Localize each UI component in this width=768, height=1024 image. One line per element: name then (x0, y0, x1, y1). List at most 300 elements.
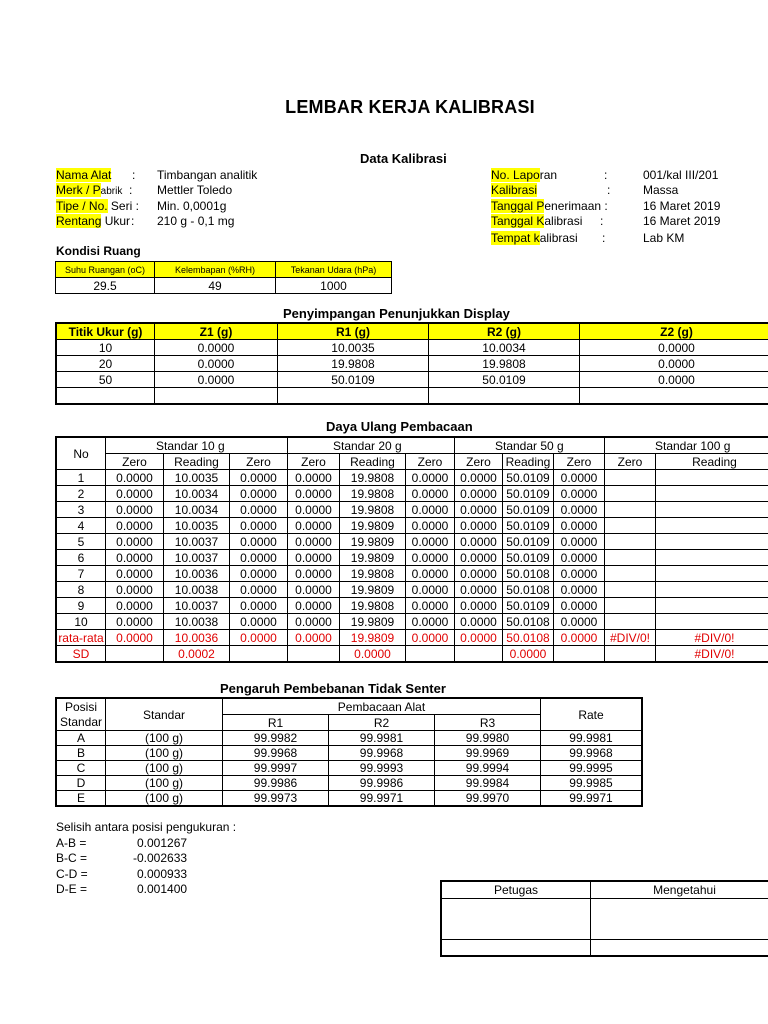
table-cell (230, 646, 288, 663)
table-cell: 0.0000 (106, 566, 164, 582)
mengetahui-name-cell (591, 940, 768, 957)
table-cell: 10.0036 (164, 566, 230, 582)
table-row (56, 278, 392, 294)
table-row (56, 598, 768, 614)
table-cell: 0.0000 (580, 372, 768, 388)
table-cell (605, 550, 656, 566)
info-colon: : (129, 183, 133, 197)
table-cell: 10.0034 (429, 340, 580, 356)
info-tgl-penerimaan (491, 199, 608, 213)
table-row (56, 470, 768, 486)
table-cell: 99.9971 (329, 791, 435, 807)
table-cell: 0.0000 (455, 598, 503, 614)
table-row (56, 566, 768, 582)
table-row (56, 746, 642, 761)
table-cell: 19.9808 (340, 486, 406, 502)
table-cell: 0.0000 (554, 550, 605, 566)
table-cell (656, 582, 768, 598)
table-cell: 0.0000 (554, 534, 605, 550)
table-cell (656, 614, 768, 630)
table-header: Zero (554, 454, 605, 470)
selisih-label: C-D = (56, 867, 88, 881)
selisih-label: A-B = (56, 836, 87, 850)
table-cell: 0.0000 (288, 470, 340, 486)
table-cell: 0.0000 (106, 630, 164, 646)
page-title: LEMBAR KERJA KALIBRASI (285, 97, 535, 117)
table-cell (554, 646, 605, 663)
info-nama-alat (56, 168, 111, 182)
selisih-label: D-E = (56, 882, 88, 896)
average-row (56, 630, 768, 646)
table-cell: 0.0000 (288, 598, 340, 614)
info-label: Tipe / No. (56, 199, 108, 213)
table-header: Reading (164, 454, 230, 470)
penyimpangan-heading: Penyimpangan Penunjukkan Display (283, 306, 510, 321)
info-no-laporan (491, 168, 557, 182)
info-label: Tanggal P (491, 199, 545, 213)
table-cell: 0.0000 (230, 598, 288, 614)
table-cell: 0.0000 (230, 534, 288, 550)
info-colon: : (604, 168, 608, 182)
table-header: Pembacaan Alat (223, 698, 541, 715)
table-header: Standar (106, 698, 223, 731)
table-cell (605, 614, 656, 630)
table-cell: 3 (56, 502, 106, 518)
table-cell: 99.9982 (223, 731, 329, 746)
info-kalibrasi (491, 183, 537, 197)
signature-space-row (441, 899, 768, 940)
table-cell: rata-rata (56, 630, 106, 646)
table-cell: 0.0000 (406, 518, 455, 534)
table-cell: (100 g) (106, 776, 223, 791)
table-row (56, 791, 642, 807)
table-header (56, 698, 106, 731)
table-cell (656, 598, 768, 614)
table-cell: 19.9809 (340, 518, 406, 534)
table-header: Standar 10 g (106, 437, 288, 454)
table-header-row (56, 437, 768, 454)
table-cell (605, 470, 656, 486)
table-cell: B (56, 746, 106, 761)
table-cell: 0.0000 (406, 582, 455, 598)
table-cell: 50.0108 (503, 582, 554, 598)
table-cell: 99.9971 (541, 791, 643, 807)
info-label: No. Lapo (491, 168, 540, 182)
table-header: Zero (455, 454, 503, 470)
table-header: No (56, 437, 106, 470)
table-cell: 50.0109 (503, 502, 554, 518)
table-cell: (100 g) (106, 746, 223, 761)
table-cell: #DIV/0! (605, 630, 656, 646)
table-cell (56, 388, 155, 405)
info-value: Massa (643, 183, 679, 197)
table-cell (605, 518, 656, 534)
table-cell: 50.0109 (503, 598, 554, 614)
info-tgl-kalibrasi (491, 214, 582, 228)
table-cell: 0.0000 (554, 582, 605, 598)
info-tipe (56, 199, 139, 213)
table-cell: 50 (56, 372, 155, 388)
table-cell: 0.0000 (554, 598, 605, 614)
table-header: Zero (230, 454, 288, 470)
info-label: Merk / P (56, 183, 101, 197)
table-row (56, 731, 642, 746)
selisih-heading: Selisih antara posisi pengukuran : (56, 820, 237, 834)
table-cell: 0.0000 (288, 550, 340, 566)
table-cell: 0.0000 (288, 534, 340, 550)
table-cell: 19.9809 (340, 534, 406, 550)
table-cell: 0.0000 (288, 630, 340, 646)
table-cell: 99.9968 (223, 746, 329, 761)
table-cell: E (56, 791, 106, 807)
table-cell: 19.9808 (340, 470, 406, 486)
table-cell: 19.9808 (340, 566, 406, 582)
table-header: R2 (g) (429, 323, 580, 340)
table-cell: 19.9809 (340, 582, 406, 598)
table-cell: 49 (155, 278, 276, 294)
info-label-rest: alibrasi (544, 214, 583, 228)
table-row (56, 614, 768, 630)
mengetahui-sign-cell (591, 899, 768, 940)
table-cell: 10.0035 (164, 470, 230, 486)
table-cell: 10.0038 (164, 614, 230, 630)
table-cell (605, 534, 656, 550)
table-cell: 0.0000 (406, 566, 455, 582)
table-cell: 0.0000 (230, 582, 288, 598)
table-cell: 0.0000 (106, 470, 164, 486)
info-value: Timbangan analitik (157, 168, 258, 182)
table-cell: 10 (56, 614, 106, 630)
table-cell: 0.0000 (106, 582, 164, 598)
table-cell: 0.0000 (554, 486, 605, 502)
table-cell: 20 (56, 356, 155, 372)
table-cell (656, 518, 768, 534)
table-cell: 0.0000 (406, 502, 455, 518)
table-cell: 0.0000 (455, 550, 503, 566)
table-cell: 0.0000 (580, 340, 768, 356)
selisih-label: B-C = (56, 851, 88, 865)
table-header: Tekanan Udara (hPa) (276, 262, 392, 278)
table-cell: 4 (56, 518, 106, 534)
info-value: 210 g - 0,1 mg (157, 214, 235, 228)
table-cell: 0.0000 (340, 646, 406, 663)
table-cell: 99.9969 (435, 746, 541, 761)
table-cell: 0.0000 (580, 356, 768, 372)
table-cell: 0.0000 (406, 486, 455, 502)
table-cell: 9 (56, 598, 106, 614)
table-cell (605, 582, 656, 598)
table-cell: 0.0000 (455, 502, 503, 518)
info-colon: : (600, 214, 604, 228)
table-header-row (56, 323, 768, 340)
kondisi-table (55, 261, 392, 294)
info-value: Min. 0,0001g (157, 199, 227, 213)
table-cell: 0.0000 (455, 566, 503, 582)
table-cell: 0.0000 (406, 470, 455, 486)
table-cell: 0.0000 (554, 614, 605, 630)
table-cell (605, 486, 656, 502)
table-cell: 99.9986 (223, 776, 329, 791)
table-header: R1 (g) (278, 323, 429, 340)
selisih-value: -0.002633 (133, 851, 188, 865)
table-cell: 0.0000 (106, 614, 164, 630)
table-cell: 0.0000 (106, 598, 164, 614)
table-cell: 0.0000 (455, 518, 503, 534)
pengaruh-table (55, 697, 643, 807)
table-cell: 0.0000 (406, 630, 455, 646)
table-row (56, 372, 768, 388)
info-label: Tempat k (491, 231, 540, 245)
info-value: 16 Maret 2019 (643, 214, 721, 228)
info-label: Nama Alat (56, 168, 112, 182)
table-header: Reading (656, 454, 768, 470)
table-cell: 99.9981 (541, 731, 643, 746)
table-cell: 99.9997 (223, 761, 329, 776)
table-cell: 0.0000 (288, 502, 340, 518)
table-cell: 10.0037 (164, 550, 230, 566)
table-cell: 0.0000 (230, 470, 288, 486)
table-cell: 0.0000 (230, 502, 288, 518)
selisih-value: 0.000933 (137, 867, 188, 881)
table-row (56, 518, 768, 534)
petugas-sign-cell (441, 899, 591, 940)
table-cell: 10.0038 (164, 582, 230, 598)
sd-row (56, 646, 768, 663)
table-cell: 0.0000 (455, 470, 503, 486)
table-cell: 99.9993 (329, 761, 435, 776)
table-cell: 0.0000 (230, 566, 288, 582)
table-cell: 0.0000 (455, 486, 503, 502)
table-header: R1 (223, 715, 329, 731)
table-cell: 29.5 (56, 278, 155, 294)
table-cell: 19.9809 (340, 550, 406, 566)
table-cell (605, 502, 656, 518)
table-subheader-row (56, 454, 768, 470)
table-cell: 6 (56, 550, 106, 566)
table-cell: 0.0000 (288, 486, 340, 502)
table-cell (605, 646, 656, 663)
table-cell: 50.0109 (503, 534, 554, 550)
table-cell: 0.0002 (164, 646, 230, 663)
table-cell (605, 598, 656, 614)
table-cell: 10.0037 (164, 534, 230, 550)
table-header: Reading (503, 454, 554, 470)
petugas-header: Petugas (441, 881, 591, 899)
table-cell: 0.0000 (230, 518, 288, 534)
table-cell (656, 502, 768, 518)
signature-table (440, 880, 768, 957)
info-label-rest: Ukur (101, 214, 131, 228)
table-cell: 10.0037 (164, 598, 230, 614)
table-cell: 99.9995 (541, 761, 643, 776)
info-colon: : (132, 168, 136, 182)
table-cell: SD (56, 646, 106, 663)
table-cell (656, 486, 768, 502)
table-cell: 99.9984 (435, 776, 541, 791)
table-cell: 10 (56, 340, 155, 356)
table-cell: 50.0109 (429, 372, 580, 388)
table-header: Reading (340, 454, 406, 470)
table-cell: 10.0035 (164, 518, 230, 534)
table-header: Titik Ukur (g) (56, 323, 155, 340)
table-row (56, 388, 768, 405)
data-kalibrasi-heading: Data Kalibrasi (360, 151, 447, 166)
table-cell: 19.9809 (340, 630, 406, 646)
table-cell: 0.0000 (106, 502, 164, 518)
table-cell: #DIV/0! (656, 646, 768, 663)
table-cell: 99.9980 (435, 731, 541, 746)
table-cell: (100 g) (106, 761, 223, 776)
table-cell: 50.0109 (503, 550, 554, 566)
table-cell: 50.0109 (503, 470, 554, 486)
table-cell: 0.0000 (230, 630, 288, 646)
table-cell: 7 (56, 566, 106, 582)
table-header: Standar 100 g (605, 437, 768, 454)
table-cell: 0.0000 (106, 518, 164, 534)
table-cell (656, 534, 768, 550)
info-label: Rentang (56, 214, 102, 228)
table-cell: 99.9985 (541, 776, 643, 791)
info-label-rest: alibrasi (539, 231, 578, 245)
table-header: Kelembapan (%RH) (155, 262, 276, 278)
table-cell: 0.0000 (230, 486, 288, 502)
table-cell: 10.0034 (164, 486, 230, 502)
info-value: Mettler Toledo (157, 183, 233, 197)
table-cell: 0.0000 (288, 566, 340, 582)
table-cell: 10.0034 (164, 502, 230, 518)
table-row (56, 534, 768, 550)
table-cell (155, 388, 278, 405)
table-header: Zero (605, 454, 656, 470)
table-cell: 99.9968 (541, 746, 643, 761)
table-cell: 0.0000 (106, 550, 164, 566)
table-cell: 0.0000 (155, 356, 278, 372)
table-cell: 19.9809 (340, 614, 406, 630)
table-cell: 0.0000 (230, 550, 288, 566)
table-cell: 0.0000 (406, 598, 455, 614)
table-cell: 10.0035 (278, 340, 429, 356)
table-cell: 0.0000 (455, 534, 503, 550)
table-header: Zero (406, 454, 455, 470)
table-cell: 99.9973 (223, 791, 329, 807)
table-cell: 99.9986 (329, 776, 435, 791)
table-header: R3 (435, 715, 541, 731)
table-cell (656, 566, 768, 582)
table-cell: 50.0108 (503, 566, 554, 582)
table-cell: 50.0108 (503, 614, 554, 630)
petugas-name-cell (441, 940, 591, 957)
table-cell (278, 388, 429, 405)
table-cell: D (56, 776, 106, 791)
table-cell: 1 (56, 470, 106, 486)
info-label-rest: enerimaan : (544, 199, 608, 213)
table-cell: 0.0000 (230, 614, 288, 630)
table-cell (656, 550, 768, 566)
table-cell (288, 646, 340, 663)
mengetahui-header: Mengetahui (591, 881, 768, 899)
table-cell: 0.0000 (455, 582, 503, 598)
table-header: Zero (106, 454, 164, 470)
table-cell: 0.0000 (406, 534, 455, 550)
table-cell (656, 470, 768, 486)
table-row (56, 776, 642, 791)
table-cell: 0.0000 (288, 518, 340, 534)
table-cell: 19.9808 (340, 502, 406, 518)
info-value: 001/kal III/201 (643, 168, 719, 182)
table-row (56, 761, 642, 776)
table-row (56, 356, 768, 372)
table-cell: 0.0000 (288, 614, 340, 630)
table-cell: 0.0000 (554, 470, 605, 486)
kondisi-heading: Kondisi Ruang (56, 244, 141, 258)
table-cell: 0.0000 (406, 550, 455, 566)
table-header: Rate (541, 698, 643, 731)
table-cell: 99.9994 (435, 761, 541, 776)
table-cell: 0.0000 (455, 630, 503, 646)
table-cell: 99.9970 (435, 791, 541, 807)
table-cell: 0.0000 (155, 372, 278, 388)
info-colon: : (602, 231, 606, 245)
table-cell: 19.9808 (340, 598, 406, 614)
info-label: Kalibrasi (491, 183, 538, 197)
table-header: Standar 50 g (455, 437, 605, 454)
table-cell: 10.0036 (164, 630, 230, 646)
table-cell: 50.0109 (278, 372, 429, 388)
table-row (56, 340, 768, 356)
table-cell: 0.0000 (106, 534, 164, 550)
daya-ulang-table (55, 436, 768, 663)
table-cell (455, 646, 503, 663)
table-cell: 0.0000 (455, 614, 503, 630)
table-header: Z1 (g) (155, 323, 278, 340)
table-header: Zero (288, 454, 340, 470)
pengaruh-heading: Pengaruh Pembebanan Tidak Senter (220, 681, 446, 696)
table-cell (106, 646, 164, 663)
info-label-rest: ran (539, 168, 558, 182)
table-cell: 19.9808 (429, 356, 580, 372)
table-cell: (100 g) (106, 731, 223, 746)
table-cell: 50.0109 (503, 486, 554, 502)
table-cell (605, 566, 656, 582)
info-colon: : (131, 214, 135, 228)
table-cell: 50.0108 (503, 630, 554, 646)
signature-name-row (441, 940, 768, 957)
table-cell: (100 g) (106, 791, 223, 807)
table-cell (429, 388, 580, 405)
table-cell: 2 (56, 486, 106, 502)
info-label-rest: Seri : (107, 199, 139, 213)
table-cell: 0.0000 (554, 518, 605, 534)
table-cell: #DIV/0! (656, 630, 768, 646)
table-row (56, 550, 768, 566)
info-merk (56, 183, 122, 197)
daya-ulang-heading: Daya Ulang Pembacaan (326, 419, 473, 434)
info-value: Lab KM (643, 231, 685, 245)
info-value: 16 Maret 2019 (643, 199, 721, 213)
table-cell: 0.0000 (288, 582, 340, 598)
table-cell: 0.0000 (106, 486, 164, 502)
table-cell: 0.0000 (554, 502, 605, 518)
table-cell: 0.0000 (406, 614, 455, 630)
table-cell: 0.0000 (503, 646, 554, 663)
table-cell: C (56, 761, 106, 776)
table-row (56, 502, 768, 518)
table-cell: 0.0000 (554, 630, 605, 646)
table-cell: 0.0000 (554, 566, 605, 582)
table-header: Suhu Ruangan (oC) (56, 262, 155, 278)
table-cell: A (56, 731, 106, 746)
info-label: Tanggal K (491, 214, 545, 228)
